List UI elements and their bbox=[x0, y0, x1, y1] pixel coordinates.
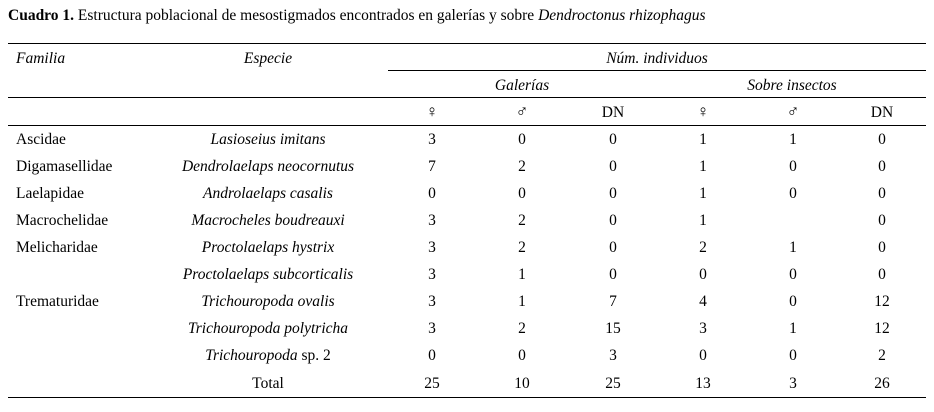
row-galerias-male: 0 bbox=[518, 347, 526, 364]
header-insectos-dn: DN bbox=[870, 104, 894, 121]
row-insectos-male: 0 bbox=[789, 266, 797, 283]
row-galerias-male: 0 bbox=[518, 185, 526, 202]
bottom-rule bbox=[8, 397, 926, 398]
header-galerias-female-icon: ♀ bbox=[425, 102, 439, 121]
row-insectos-male: 0 bbox=[789, 185, 797, 202]
row-especie-rest: sp. 2 bbox=[297, 347, 331, 364]
row-galerias-male: 1 bbox=[518, 293, 526, 310]
row-galerias-dn: 0 bbox=[609, 185, 617, 202]
row-especie-genus: Trichouropoda bbox=[205, 347, 298, 364]
header-especie: Especie bbox=[243, 50, 293, 67]
row-insectos-dn: 0 bbox=[878, 239, 886, 256]
row-insectos-female: 3 bbox=[699, 320, 707, 337]
row-especie: Trichouropoda ovalis bbox=[201, 293, 335, 310]
row-familia: Laelapidae bbox=[16, 185, 84, 202]
total-insectos-dn: 26 bbox=[874, 375, 890, 392]
row-galerias-female: 0 bbox=[428, 185, 436, 202]
row-insectos-female: 1 bbox=[699, 131, 707, 148]
row-galerias-dn: 7 bbox=[609, 293, 617, 310]
row-galerias-male: 2 bbox=[518, 158, 526, 175]
row-familia: Trematuridae bbox=[16, 293, 99, 310]
row-especie: Proctolaelaps subcorticalis bbox=[182, 266, 354, 283]
header-rule bbox=[8, 125, 926, 126]
total-galerias-male: 10 bbox=[514, 375, 530, 392]
row-insectos-female: 4 bbox=[699, 293, 707, 310]
row-insectos-male: 1 bbox=[789, 131, 797, 148]
row-insectos-female: 1 bbox=[699, 212, 707, 229]
row-insectos-male: 1 bbox=[789, 239, 797, 256]
caption-lead: Cuadro 1. bbox=[8, 7, 75, 24]
row-galerias-male: 1 bbox=[518, 266, 526, 283]
row-insectos-dn: 12 bbox=[874, 293, 890, 310]
row-familia: Digamasellidae bbox=[16, 158, 113, 175]
row-insectos-dn: 2 bbox=[878, 347, 886, 364]
row-galerias-dn: 0 bbox=[609, 266, 617, 283]
row-galerias-female: 3 bbox=[428, 239, 436, 256]
row-galerias-dn: 15 bbox=[605, 320, 621, 337]
row-galerias-dn: 3 bbox=[609, 347, 617, 364]
header-num-individuos: Núm. individuos bbox=[606, 50, 708, 67]
row-familia: Macrochelidae bbox=[16, 212, 109, 229]
row-insectos-dn: 12 bbox=[874, 320, 890, 337]
header-insectos-male-icon: ♂ bbox=[786, 102, 800, 121]
caption-text: Estructura poblacional de mesostigmados encontrados en galerías y sobre bbox=[74, 7, 539, 24]
row-galerias-female: 3 bbox=[428, 266, 436, 283]
header-galerias-male-icon: ♂ bbox=[515, 102, 529, 121]
row-galerias-dn: 0 bbox=[609, 212, 617, 229]
row-galerias-male: 0 bbox=[518, 131, 526, 148]
row-insectos-female: 0 bbox=[699, 347, 707, 364]
table-caption bbox=[8, 7, 706, 25]
row-especie: Macrocheles boudreauxi bbox=[191, 212, 345, 229]
header-galerias-dn: DN bbox=[601, 104, 625, 121]
row-galerias-dn: 0 bbox=[609, 131, 617, 148]
row-especie: Dendrolaelaps neocornutus bbox=[181, 158, 355, 175]
row-galerias-female: 3 bbox=[428, 212, 436, 229]
total-galerias-female: 25 bbox=[424, 375, 440, 392]
row-especie bbox=[205, 347, 331, 365]
row-insectos-dn: 0 bbox=[878, 185, 886, 202]
row-insectos-female: 1 bbox=[699, 185, 707, 202]
row-galerias-dn: 0 bbox=[609, 239, 617, 256]
row-insectos-female: 0 bbox=[699, 266, 707, 283]
row-galerias-female: 3 bbox=[428, 131, 436, 148]
group-rule bbox=[388, 70, 926, 71]
top-rule bbox=[8, 43, 926, 44]
row-insectos-dn: 0 bbox=[878, 266, 886, 283]
header-insectos-female-icon: ♀ bbox=[696, 102, 710, 121]
header-sobre-insectos: Sobre insectos bbox=[747, 77, 837, 94]
header-familia: Familia bbox=[16, 50, 66, 67]
row-galerias-male: 2 bbox=[518, 212, 526, 229]
row-especie: Proctolaelaps hystrix bbox=[201, 239, 335, 256]
total-insectos-female: 13 bbox=[695, 375, 711, 392]
row-insectos-female: 1 bbox=[699, 158, 707, 175]
subgroup-rule bbox=[8, 97, 926, 98]
row-galerias-female: 3 bbox=[428, 320, 436, 337]
row-insectos-dn: 0 bbox=[878, 212, 886, 229]
row-insectos-dn: 0 bbox=[878, 158, 886, 175]
total-label: Total bbox=[252, 375, 284, 392]
row-insectos-dn: 0 bbox=[878, 131, 886, 148]
row-familia: Melicharidae bbox=[16, 239, 98, 256]
row-especie: Trichouropoda polytricha bbox=[187, 320, 349, 337]
row-especie: Androlaelaps casalis bbox=[203, 185, 333, 202]
row-insectos-male: 1 bbox=[789, 320, 797, 337]
row-galerias-male: 2 bbox=[518, 239, 526, 256]
row-insectos-male: 0 bbox=[789, 293, 797, 310]
header-galerias: Galerías bbox=[494, 77, 550, 94]
row-galerias-female: 0 bbox=[428, 347, 436, 364]
total-galerias-dn: 25 bbox=[605, 375, 621, 392]
row-insectos-male: 0 bbox=[789, 347, 797, 364]
total-insectos-male: 3 bbox=[789, 375, 797, 392]
row-familia: Ascidae bbox=[16, 131, 66, 148]
row-galerias-female: 7 bbox=[428, 158, 436, 175]
row-insectos-male: 0 bbox=[789, 158, 797, 175]
row-insectos-female: 2 bbox=[699, 239, 707, 256]
row-galerias-dn: 0 bbox=[609, 158, 617, 175]
row-galerias-male: 2 bbox=[518, 320, 526, 337]
caption-species: Dendroctonus rhizophagus bbox=[538, 7, 706, 24]
row-especie: Lasioseius imitans bbox=[210, 131, 326, 148]
row-galerias-female: 3 bbox=[428, 293, 436, 310]
